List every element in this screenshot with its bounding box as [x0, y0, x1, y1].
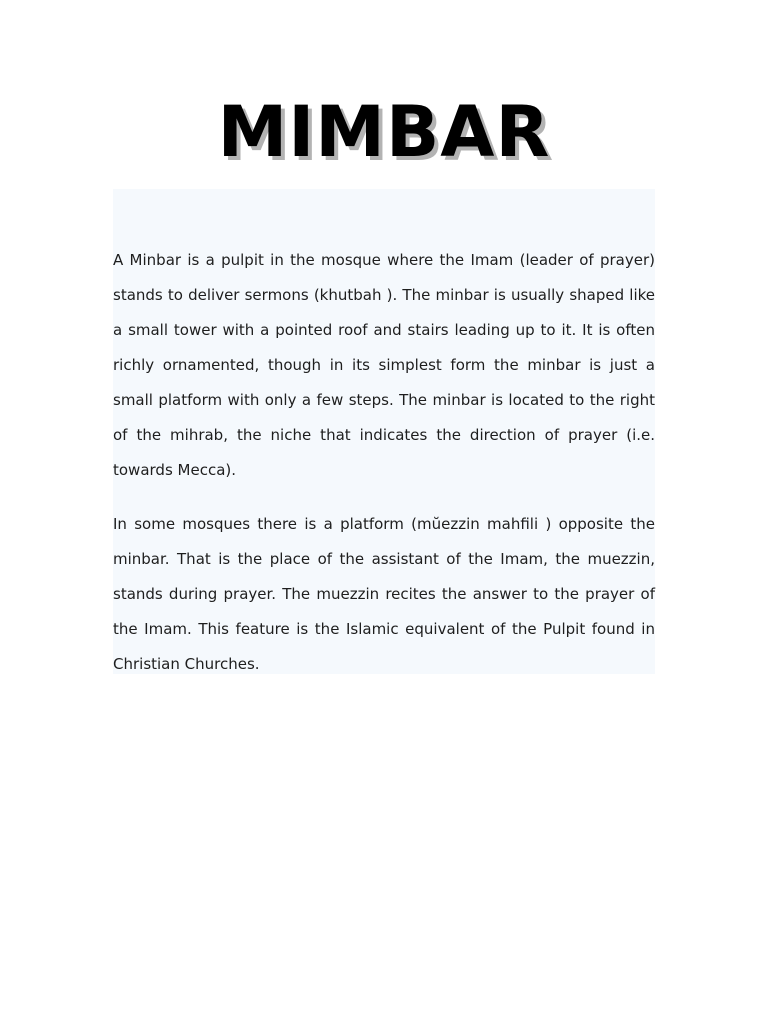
paragraph-minbar-description: A Minbar is a pulpit in the mosque where the Imam (leader of prayer) stands to deliver sermons (khutbah ). The minbar is usually shaped like a small tower with a pointed roof and stairs leading up to it. It is often richly ornamented, though in its simplest form the minbar is just a small platform with only a few steps. The minbar is located to the right of the mihrab, the niche that indicates the direction of prayer (i.e. towards Mecca). [113, 251, 655, 479]
paragraph-muezzin-platform: In some mosques there is a platform (mŭezzin mahfili ) opposite the minbar. That is the place of the assistant of the Imam, the muezzin, stands during prayer. The muezzin recites the answer to the prayer of the Imam. This feature is the Islamic equivalent of the Pulpit found in Christian Churches. [113, 515, 655, 673]
page-title: MIMBAR [217, 91, 551, 173]
